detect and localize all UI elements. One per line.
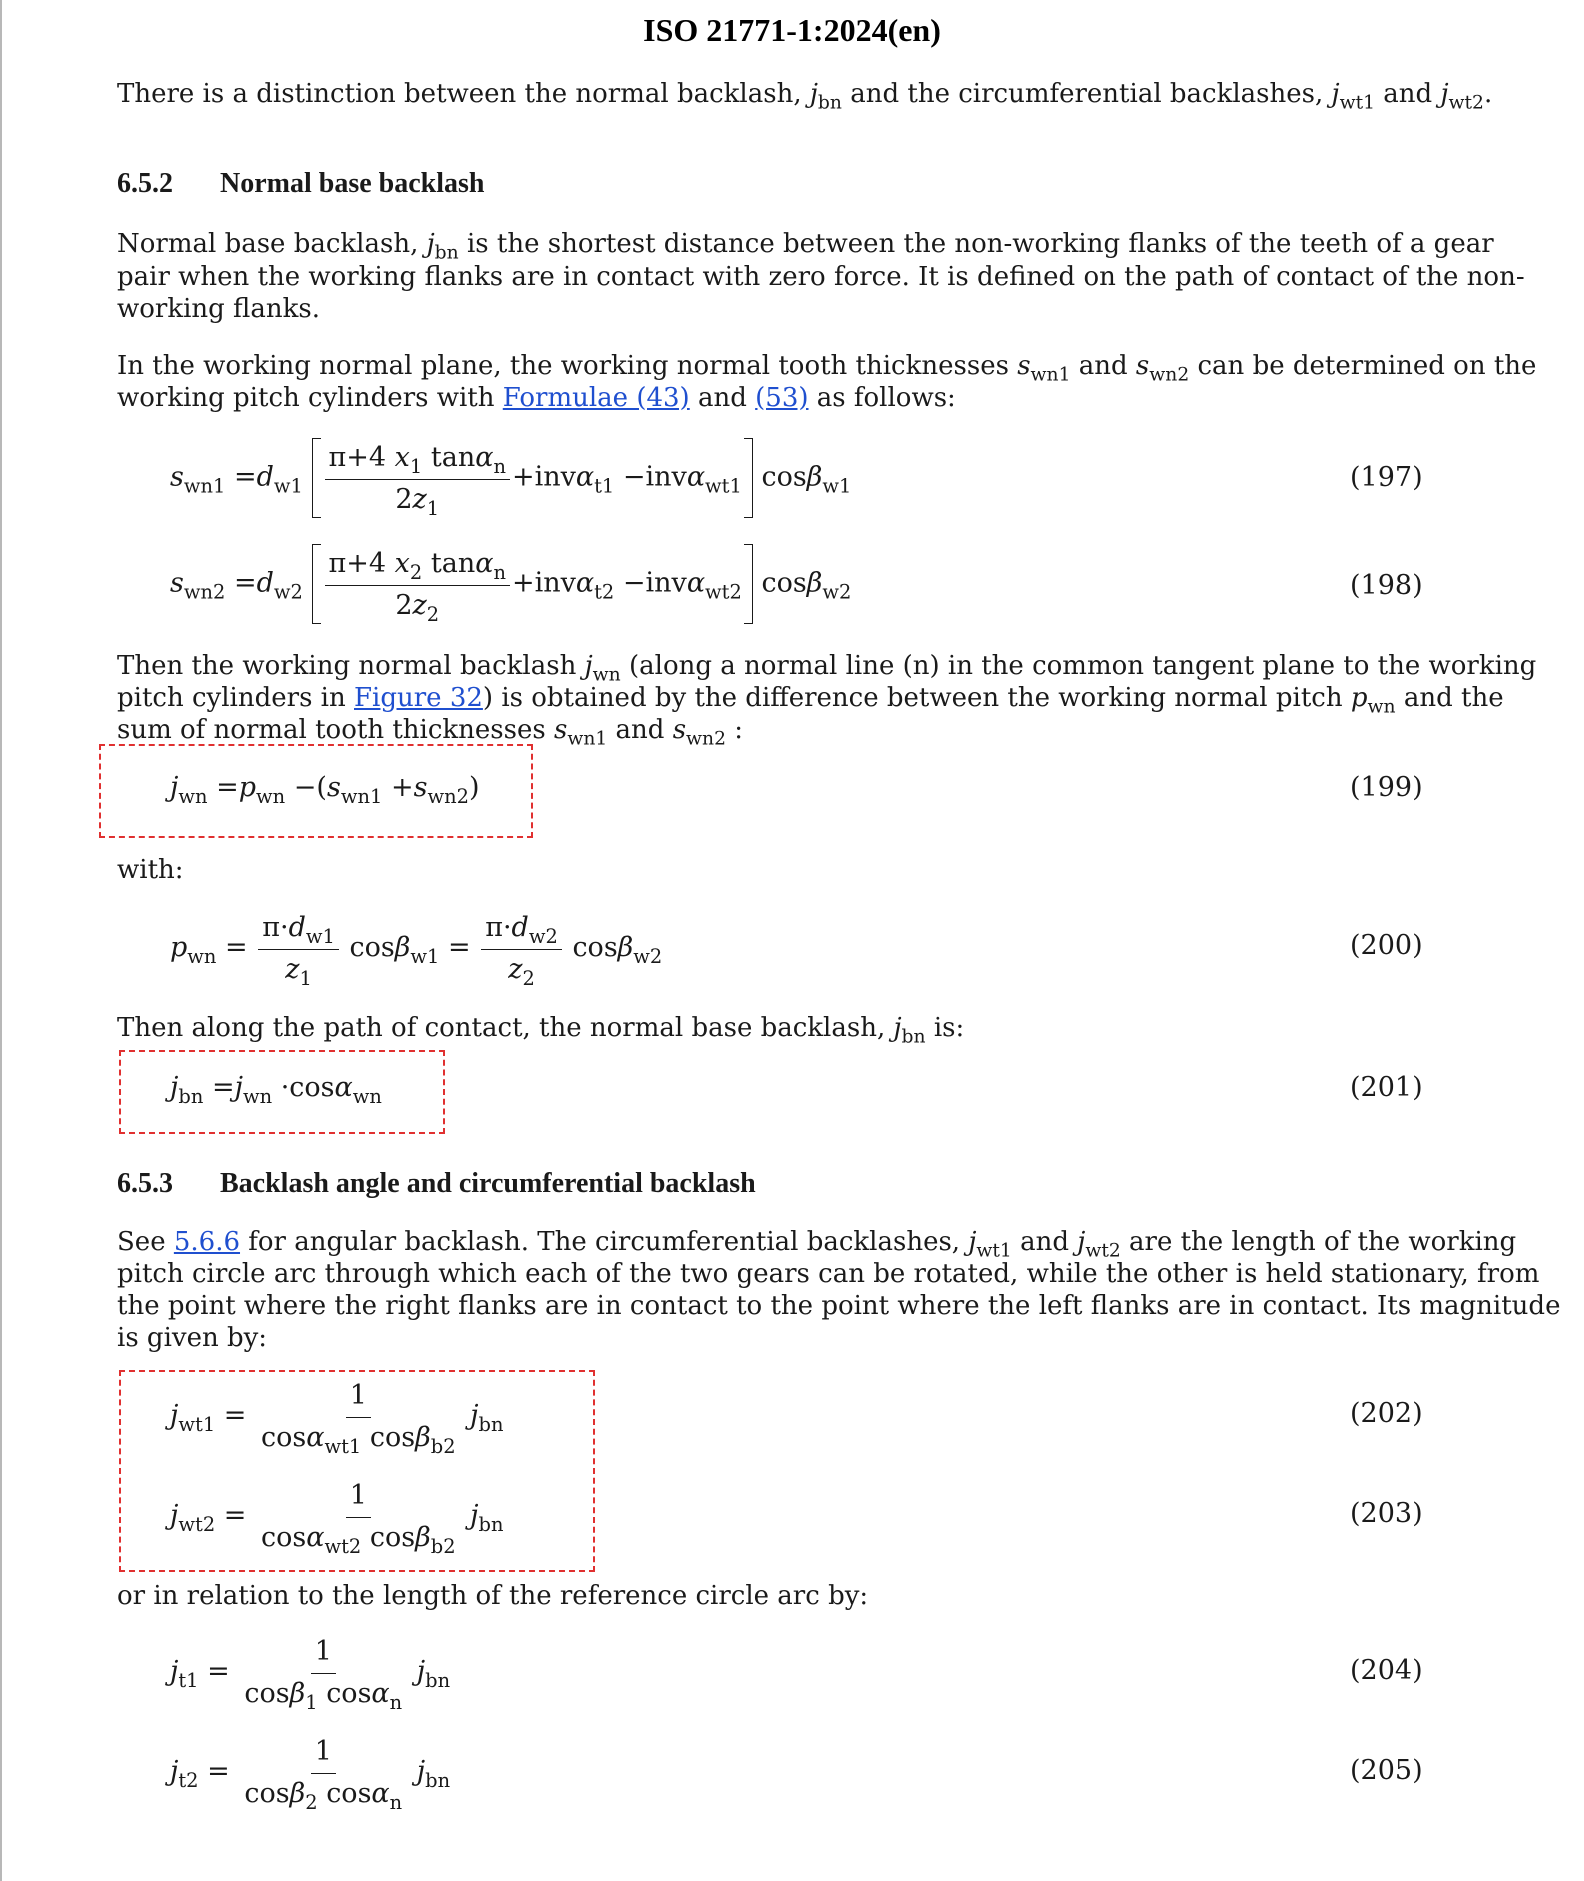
figure-32-link[interactable]: Figure 32 xyxy=(354,683,483,713)
page-header: ISO 21771-1:2024(en) xyxy=(643,12,941,48)
equation-number: (201) xyxy=(1350,1072,1423,1103)
formula-198: $s_{wn2} =d_{w2}$ $\frac{\pi+4 x_2 \tan\alpha_n}{2z_2}$ +invα$_{t2}$ −invα$_{wt2}$ cosβ$_{w2}$ xyxy=(170,544,851,624)
paragraph-line: pitch circle arc through which each of the two gears can be rotated, while the other is held stationary, from xyxy=(117,1259,1540,1289)
paragraph-line: with: xyxy=(117,855,184,885)
paragraph-line: is given by: xyxy=(117,1323,268,1353)
paragraph-line: In the working normal plane, the working normal tooth thicknesses $s_{wn1}$ and $s_{wn2}$ can be determined on the xyxy=(117,351,1537,386)
equation-number: (202) xyxy=(1350,1398,1423,1429)
section-number: 6.5.2 xyxy=(117,168,173,199)
paragraph-line: sum of normal tooth thicknesses $s_{wn1}$ and $s_{wn2}$ : xyxy=(117,715,744,750)
section-title: Backlash angle and circumferential backlash xyxy=(220,1168,756,1199)
equation-number: (204) xyxy=(1350,1655,1423,1686)
formula-197: $s_{wn1} =d_{w1}$ $\frac{\pi+4 x_1 \tan\alpha_n}{2z_1}$ +invα$_{t1}$ −invα$_{wt1}$ cosβ$_{w1}$ xyxy=(170,438,851,518)
equation-number: (200) xyxy=(1350,930,1423,961)
paragraph-line: the point where the right flanks are in contact to the point where the left flanks are in contact. Its magnitude xyxy=(117,1291,1561,1321)
page-left-edge xyxy=(0,0,2,1881)
formula-199: $j_{wn} =p_{wn} -(s_{wn1} +s_{wn2})$ xyxy=(170,772,480,808)
section-number: 6.5.3 xyxy=(117,1168,173,1199)
equation-number: (203) xyxy=(1350,1498,1423,1529)
paragraph-line: Normal base backlash, $j_{bn}$ is the shortest distance between the non-working flanks of the teeth of a gear xyxy=(117,229,1494,264)
paragraph-line: working pitch cylinders with Formulae (43) and (53) as follows: xyxy=(117,383,956,413)
formula-200: $p_{wn}$ = $\frac{\pi\cdot d_{w1}}{z_1}$ cosβ$_{w1}$ = $\frac{\pi\cdot d_{w2}}{z_2}$ cosβ$_{w2}$ xyxy=(170,912,663,990)
equation-number: (199) xyxy=(1350,772,1423,803)
section-heading-6-5-2 xyxy=(117,168,484,200)
paragraph-line: pair when the working flanks are in contact with zero force. It is defined on the path of contact of the non- xyxy=(117,262,1525,292)
equation-number: (198) xyxy=(1350,570,1423,601)
paragraph-line: pitch cylinders in Figure 32) is obtained by the difference between the working normal pitch $p_{wn}$ and the xyxy=(117,683,1504,718)
formula-204: $j_{t1}$ = $\frac{1}{\cos\beta_1 \cos\alpha_n}$ $j_{bn}$ xyxy=(170,1636,451,1714)
paragraph-line: Then the working normal backlash $j_{wn}$ (along a normal line (n) in the common tangent plane to the working xyxy=(117,651,1537,686)
formula-203: $j_{wt2}$ = $\frac{1}{\cos\alpha_{wt2} \cos\beta_{b2}}$ $j_{bn}$ xyxy=(170,1480,504,1558)
paragraph-line: or in relation to the length of the reference circle arc by: xyxy=(117,1581,869,1611)
paragraph-line: See 5.6.6 for angular backlash. The circumferential backlashes, $j_{wt1}$ and $j_{wt2}$ are the length of the working xyxy=(117,1227,1517,1262)
section-heading-6-5-3 xyxy=(117,1168,756,1200)
formula-205: $j_{t2}$ = $\frac{1}{\cos\beta_2 \cos\alpha_n}$ $j_{bn}$ xyxy=(170,1736,451,1814)
formula-53-link[interactable]: (53) xyxy=(755,383,809,413)
paragraph-line: working flanks. xyxy=(117,294,321,324)
formula-43-link[interactable]: Formulae (43) xyxy=(502,383,690,413)
paragraph-line: Then along the path of contact, the normal base backlash, $j_{bn}$ is: xyxy=(117,1013,965,1048)
section-5-6-6-link[interactable]: 5.6.6 xyxy=(173,1227,241,1257)
formula-201: $j_{bn} =j_{wn} \cdot\cos\alpha_{wn}$ xyxy=(170,1072,382,1108)
intro-paragraph: There is a distinction between the normal backlash, $j_{bn}$ and the circumferential backlashes, $j_{wt1}$ and $j_{wt2}$. xyxy=(117,79,1493,114)
equation-number: (205) xyxy=(1350,1755,1423,1786)
section-title: Normal base backlash xyxy=(220,168,485,199)
formula-202: $j_{wt1}$ = $\frac{1}{\cos\alpha_{wt1} \cos\beta_{b2}}$ $j_{bn}$ xyxy=(170,1380,504,1458)
equation-number: (197) xyxy=(1350,462,1423,493)
